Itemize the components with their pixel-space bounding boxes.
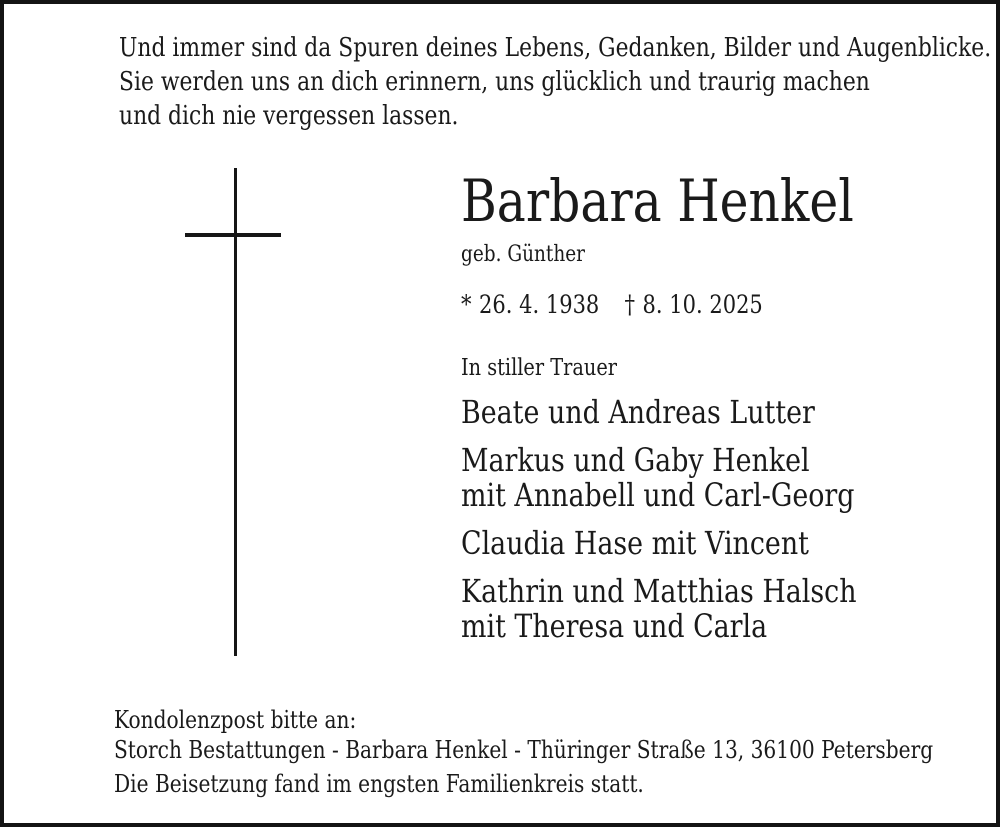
funeral-note: Die Beisetzung fand im engsten Familienkreis statt. xyxy=(114,770,644,798)
mourner-group xyxy=(461,574,932,644)
cross-horizontal-bar xyxy=(185,233,281,237)
condolence-label: Kondolenzpost bitte an: xyxy=(114,706,357,734)
condolence-address: Storch Bestattungen - Barbara Henkel - Thüringer Straße 13, 36100 Petersberg xyxy=(114,736,934,764)
mourner-children: mit Theresa und Carla xyxy=(461,607,768,645)
mourner-children: mit Annabell und Carl-Georg xyxy=(461,476,855,514)
mourner-group xyxy=(461,526,932,561)
life-dates xyxy=(461,290,763,320)
mourner-name: Claudia Hase mit Vincent xyxy=(461,524,809,562)
memorial-quote xyxy=(119,31,991,133)
mourner-group xyxy=(461,395,932,430)
mourner-name: Kathrin und Matthias Halsch xyxy=(461,572,857,610)
quote-line: und dich nie vergessen lassen. xyxy=(119,101,459,131)
cross-vertical-bar xyxy=(234,168,237,656)
birth-symbol: * xyxy=(461,290,472,319)
mourning-intro: In stiller Trauer xyxy=(461,355,618,381)
mourner-name: Beate und Andreas Lutter xyxy=(461,393,815,431)
quote-line: Sie werden uns an dich erinnern, uns glücklich und traurig machen xyxy=(119,67,870,97)
maiden-name: geb. Günther xyxy=(461,242,586,267)
mourner-name: Markus und Gaby Henkel xyxy=(461,441,810,479)
mourner-group xyxy=(461,443,932,513)
death-date: 8. 10. 2025 xyxy=(642,290,763,319)
death-cross-symbol: † xyxy=(624,290,635,319)
footer-info xyxy=(114,705,1000,799)
quote-line: Und immer sind da Spuren deines Lebens, Gedanken, Bilder und Augenblicke. xyxy=(119,33,992,63)
mourners-list xyxy=(461,395,932,644)
deceased-name: Barbara Henkel xyxy=(461,167,854,235)
birth-date: 26. 4. 1938 xyxy=(479,290,600,319)
